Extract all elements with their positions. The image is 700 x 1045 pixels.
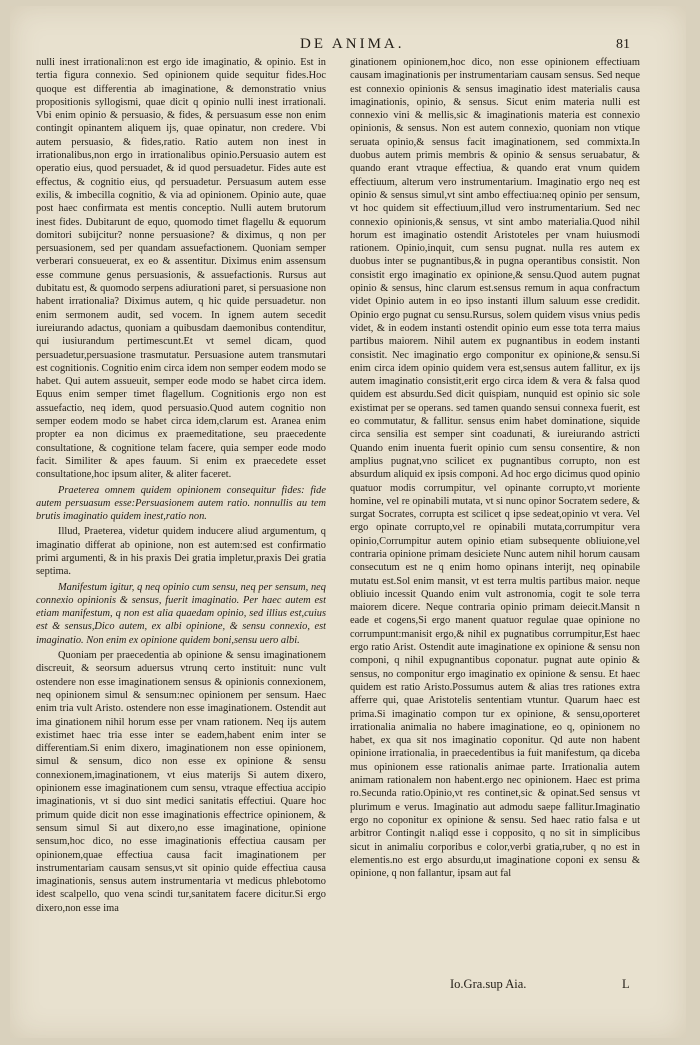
left-column — [36, 56, 326, 971]
lemma-paragraph: Manifestum igitur, q neq opinio cum sensu, neq per sensum, neq connexio opinionis & sensus, fuerit imaginatio. Per haec autem est etiam manifestum, q non est alia quaedam opinio, sed illius est,cuius est & sensus,Dico autem, ex albi opinione, & sensu connexio, est imaginatio. Non enim ex opinione quidem boni,sensu uero albi. — [36, 581, 326, 646]
lemma-paragraph: Praeterea omnem quidem opinionem consequitur fides: fide autem persuasum esse:Persuasionem autem ratio. nonnullis au tem brutis imaginatio quidem inest,ratio non. — [36, 484, 326, 523]
page-number: 81 — [616, 37, 630, 52]
right-column — [350, 56, 640, 971]
running-title: DE ANIMA. — [300, 36, 405, 52]
paragraph: Illud, Praeterea, videtur quidem inducere aliud argumentum, q imaginatio differat ab opinione, non est autem:sed est confirmatio primi argumenti, & in his praxis Dei gratia impletur,praxis Dei gratia septima. — [36, 526, 326, 578]
catchword: Io.Gra.sup Aia. — [450, 977, 527, 991]
page-footer — [10, 977, 686, 995]
paragraph: Quoniam per praecedentia ab opinione & sensu imaginationem discreuit, & seorsum aduersus vtrunq certo instituit: nunc vult ostendere non esse imaginationem sensus & opinionis connexionem, neq opinionem simul & sensum:nec opinionem per sensum. Haec enim tria vult Aristo. ostendere non esse imaginationem. Ostendit aut ima ginationem nihil horum esse per vnam rationem. Neq ijs autem existimet haec tria esse inter se eadem,habent enim inter se differentiam.Si enim dixero, imaginationem non esse opinionem, simul & sensum, dico non esse ex opinione & sensu connexionem,imaginationem, vt eius materijs Si autem dixero, opinionem esse imaginationem cum sensu, vtraque effectiua accipio imaginationis, vt si duo sint medici sanitatis effectiui. Quare hoc primum quide dicit non esse imaginationis effectrice opinionem, & sensum simul Si aut dixero,no esse imaginatione, opinione sensum,hoc dico, no esse imaginationis effectiua causam per opinionem,quae effectiua causa facit imaginationem per instrumentariam causam sensus,vt sit opinio quide effectiua causa imaginationis, sensus autem instrumentaria vt medicus phlebotomo idest scalpello, quo vena scindi tur,sanitatem facere dicitur.Si ergo dixero,non esse ima — [36, 650, 326, 914]
paragraph: nulli inest irrationali:non est ergo ide imaginatio, & opinio. Est in tertia figura connexio. Sed opinionem quide sequitur fides.Hoc quoque est differentia ab imaginatione, & demonstratio vnius propositionis syllogismi, quae dicit q opinio nulli inest irrationali. Vbi enim opinio & persuasio, & fides, & persuasum esse non enim contingit opinantem aliquem ijs, quae opinatur, non credere. Vbi autem persuasio, & fides,ratio. Ratio autem non inest in irrationalibus,non ergo in irrationalibus opinio.Persuasio autem est operatio eius, quod persuadet, & id quod persuadetur. Fides aute est effectus, & cognitio eius, qd persuadetur. Persuasum autem esse exilis, & imbecilla cognitio, & via ad opinionem. Opinio aute, quae post haec confirmata est mentis conceptio. Nulli autem brutorum inest fides. Dubitarunt de equo, quomodo timet flagellu & equorum domitori subijcitur? nonne persuasione? & diximus, q non per persuasionem, sed per quandam assuefactionem. Quoniam semper verberari consueuerat, ex eo & assentitur. Diximus enim assensum esse commune genus persuasionis, & assuefactionis. Rursus aut dubitatu est, & quomodo serpens adiurationi paret, si persuasione non habent irrationalia? Diximus autem, q hic quide persuadetur. non enim sermonem audit, sed vocem. In ignem autem secedit iureiurando adactus, quoniam a quibusdam daemonibus contenditur, qui iusiurandum pertimescunt.Et vt semel dicam, quod persuadetur,persuasione trasmutatur. Persuasione autem transmutari est cognitionis. Cognitio enim circa idem non semper eodem modo se habet. Qui autem assueuit, semper eode modo se habet circa idem. Equus enim semper timet flagellum. Cognitionis ergo non est assuefactio, neq idem, quod persuasio.Quod autem cognitio non semper eodem modo se habet circa idem,clarum est. Aranea enim propter ea non dicimus ex praemeditatione, seu praecedente consultatione, & cognitione telam facere, quia semper eode modo facit. Similiter & apes fauum. Si enim ex praecedete esset consultatione,hoc ipsum aliter, & aliter faceret. — [36, 57, 326, 481]
signature-mark: L — [622, 977, 630, 991]
page-header — [10, 36, 686, 58]
book-page — [10, 6, 686, 1038]
paragraph: ginationem opinionem,hoc dico, non esse opinionem effectiuam causam imaginationis per instrumentariam causam sensus. Sed neque est connexio opinionis & sensus imaginatio idest materialis causa imaginationis, opinio, & sensus. Sicut enim materia nulli est connexio vini & mellis,sic & imaginationis materia est connexio opinionis, & sensus. Non est autem connexio, quoniam non vtique seruata opinio,& sensus facit imaginationem, sed commixta.In duobus autem primis membris & opinio & sensus seruabatur, & quando erant vtraque effectiua, & quando erat vnum quidem effectiuum, alterum vero instrumentarium. Imaginatio ergo neq est opinio & sensus simul,vt sint ambo effectiua:neq opinio per sensum, vt hoc quidem sit effectiuum,illud vero instrumentarium. Sed nec connexio opinionis,& sensus, vt sint ambo materialia.Quod nihil horum est imaginatio ostendit Aristoteles per vnam huiusmodi rationem. Opinio,inquit, cum sensu pugnat. nulla res autem ex duobus inter se pugnantibus,& in pugna operantibus consistit. Non consistit ergo imaginatio ex opinione,& sensu.Quod autem pugnat opinio & sensus, hinc clarum est.sensus remum in aqua confractum videt Opinio autem in eo ipso instanti illum saluum esse credidit. Opinio ergo pugnat cu sensu.Rursus, solem quidem visus vnius pedis videt, & in eodem instanti ostendit opinio eum esse tota terra maius partibus maiorem. Nihil autem ex pugnantibus in eodem instanti consistit. Nec imaginatio ergo componitur ex opinione,& sensu.Si enim circa idem opinio quidem vera est,sensus autem fallitur, ex ijs autem imaginatio consistit,erit ergo circa idem & vera & falsa quod quidem est absurdu.Sed dicit quispiam, nunquid est opinio sic sole existimat per se operans. sed tamen quando sensui connexa fuerit, est eo commutatur, & fallitur. sensus enim habet dominatione, siquide circa sensilia est semper sint coadunati, & iureiurando astricti Quando enim inuenta fuerit opinio cum sensu consentire, & non amplius pugnat,vno scilicet ex pugnantibus corrupto, non est absurdum aliquid ex ipsis componi. Ad hoc ergo dicimus quod opinio quatuor modis corrumpitur, vel opinante corrupto,vt moriente homine, vel re opinabili mutata, vt si nunc opinor Socratem sedere, & surgat Socrates, corrupta est scilicet q ipse sedeat,opinio vt vera. Vel ergo opinate corrupto,vel re opinabili mutata,corrumpitur vera opinio,Corrumpitur autem opinio etiam subsequente obliuione,vel contraria opinione primam desiciete Nunc autem nihil horum causam consecutum est ne q enim homo opinans interijt, neq opinabile mutatu est.Sol enim mansit, vt est terra multis partibus maior. neque obliuio incessit Quando enim vult astronomia, cogit te sole terra maiorem dicere. Neque contraria opinio primam deiecit.Mansit n eade et cogens,Si ergo manent quatuor regulae quae opinione no corrumpunt:manisit ergo,& nihil ex pugnatibus corrumpitur,Est haec ergo ratio Arist. Ostendit aute imaginatione ex opinione & sensu non componi, q nihil expugnantibus coponatur. pugnat aute opinio & sensus, no componitur ergo imaginatio ex opinione & sensu. Et haec quidem est ratio Aristo.Possumus autem & alias tres rationes extra afferre qui, quae Aristotelis sententiam vtuntur. Quarum haec est prima.Si imaginatio compon tur ex opinione, & sensu,oporteret irrationalia animalia no habere imaginatione, eo q, opinionem no habet, ex qua sit nos imaginatio coponitur. Qd aute non habent opinione irrationalia, in praecedentibus ia fuit manifestum, qa diceba mus opinionem esse rationalis animae parte. Irrationalia autem animam rationalem non habent.ergo nec opinionem. Haec est prima ro.Secunda ratio.Opinio,vt res continet,sic & opinat.Sed sensus vt plurimum e verus. Imaginatio aut admodu saepe fallitur.Imaginatio ergo no coponitur ex opinione & sensu. Sed haec ratio falsa e ut arbitror Contingit n.aliqd esse i copposito, q no sit in simplicibus sicut in animaliu corporibus e color,verbi gratia,ruber, q no est in elementis.no est ergo absurdu,ut imaginatione coponi ex sensu & opinione, q non fallantur, ipsam aut fal — [350, 57, 640, 880]
